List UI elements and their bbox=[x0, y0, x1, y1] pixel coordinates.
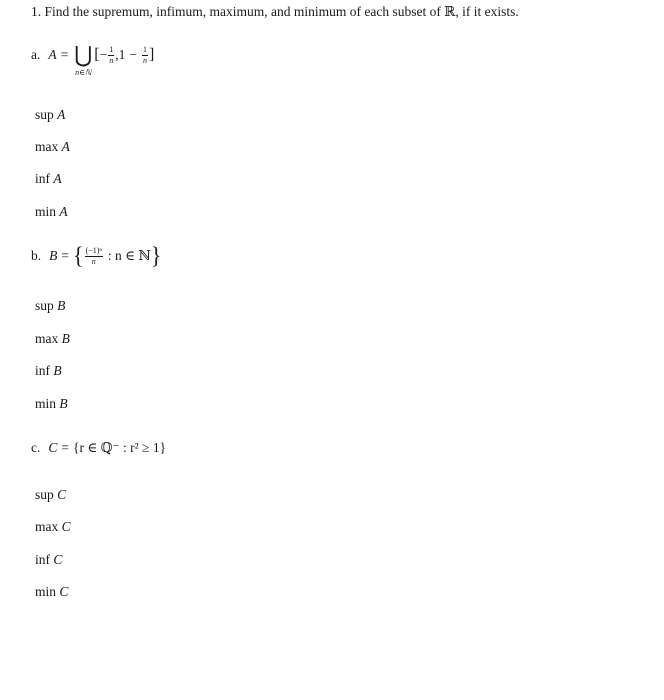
fraction-numerator: 1 bbox=[109, 44, 114, 54]
problem-heading: 1. Find the supremum, infimum, maximum, and minimum of each subset of ℝ, if it exists. bbox=[31, 4, 519, 19]
part-a-max: max A bbox=[35, 139, 70, 154]
equals-sign: = bbox=[61, 248, 69, 263]
part-a-min: min A bbox=[35, 204, 68, 219]
part-a-definition bbox=[31, 42, 155, 77]
fraction-numerator: (−1)ⁿ bbox=[85, 245, 102, 255]
part-c-label: c. bbox=[31, 440, 41, 455]
set-c-name: C bbox=[48, 440, 58, 455]
part-c-max: max C bbox=[35, 519, 71, 534]
set-condition: : n ∈ ℕ bbox=[107, 248, 151, 263]
equals-sign: = bbox=[61, 440, 70, 455]
part-b-max: max B bbox=[35, 331, 70, 346]
equals-sign: = bbox=[60, 47, 69, 62]
fraction-denominator: n bbox=[91, 256, 96, 266]
part-b-sup: sup B bbox=[35, 298, 66, 313]
part-b-inf: inf B bbox=[35, 363, 62, 378]
negative-sign: − bbox=[99, 47, 108, 62]
union-operator bbox=[72, 42, 94, 77]
interval-close-bracket: ] bbox=[149, 46, 155, 63]
interval-open-bracket: [ bbox=[94, 46, 100, 63]
comma: , bbox=[115, 47, 119, 62]
right-brace: } bbox=[150, 241, 162, 270]
set-b-name: B bbox=[49, 248, 58, 263]
part-b-definition bbox=[31, 241, 162, 270]
part-b-min: min B bbox=[35, 396, 68, 411]
fraction-one-over-n bbox=[108, 46, 114, 65]
part-c-sup: sup C bbox=[35, 487, 67, 502]
fraction-denominator: n bbox=[109, 55, 114, 65]
set-c-builder: {r ∈ ℚ⁻ : r² ≥ 1} bbox=[73, 440, 167, 455]
minus-sign: − bbox=[129, 47, 137, 62]
left-brace: { bbox=[73, 241, 84, 270]
part-b-label: b. bbox=[31, 248, 42, 263]
part-a-sup: sup A bbox=[35, 107, 66, 122]
part-c-inf: inf C bbox=[35, 552, 63, 567]
fraction-neg-one-pow-n-over-n bbox=[85, 247, 103, 266]
fraction-denominator: n bbox=[143, 55, 147, 65]
union-index: n∈ℕ bbox=[75, 68, 92, 77]
part-a-inf: inf A bbox=[35, 171, 62, 186]
fraction-one-over-n-2 bbox=[142, 46, 148, 65]
part-a-label: a. bbox=[31, 47, 41, 62]
part-c-min: min C bbox=[35, 584, 69, 599]
set-a-name: A bbox=[48, 47, 57, 62]
one: 1 bbox=[118, 47, 126, 62]
part-c-definition bbox=[31, 440, 166, 456]
fraction-numerator: 1 bbox=[143, 44, 147, 54]
union-symbol: ⋃ bbox=[74, 42, 93, 67]
